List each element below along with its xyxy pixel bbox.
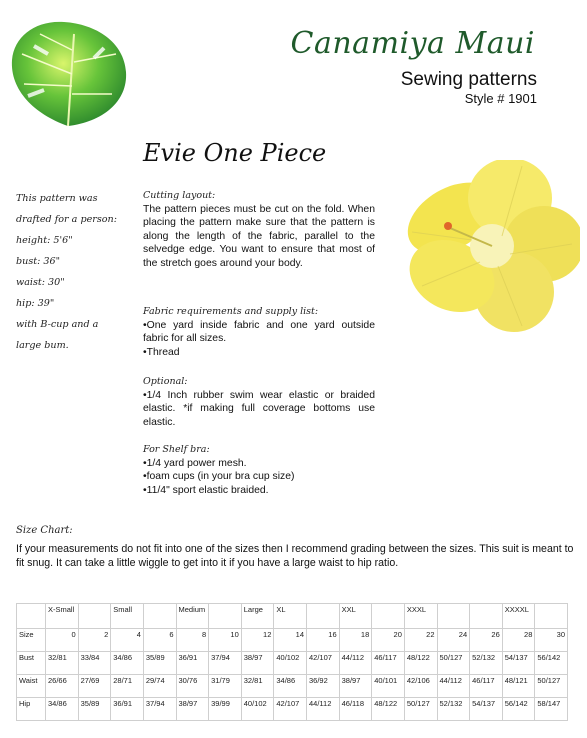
size-group-label: XXL xyxy=(339,604,372,629)
table-cell: 38/97 xyxy=(339,675,372,698)
row-label: Bust xyxy=(17,652,46,675)
note-line: bust: 36" xyxy=(16,256,61,267)
optional-section xyxy=(143,375,375,429)
table-cell: 54/137 xyxy=(502,652,535,675)
size-group-label: XL xyxy=(274,604,307,629)
size-group-label xyxy=(437,604,470,629)
table-cell: 36/92 xyxy=(307,675,340,698)
hibiscus-flower-illustration xyxy=(400,160,580,345)
style-number: Style # 1901 xyxy=(464,91,537,106)
table-cell: 58/147 xyxy=(535,698,568,721)
table-cell: 10 xyxy=(209,629,242,652)
size-chart-header-row xyxy=(17,604,568,629)
table-cell: 34/86 xyxy=(46,698,79,721)
table-cell: 42/107 xyxy=(307,652,340,675)
note-line: This pattern was xyxy=(16,193,98,204)
size-group-label xyxy=(143,604,176,629)
size-group-label xyxy=(372,604,405,629)
table-row xyxy=(17,698,568,721)
table-cell: 6 xyxy=(143,629,176,652)
size-group-label xyxy=(209,604,242,629)
table-cell: 38/97 xyxy=(176,698,209,721)
table-cell: 44/112 xyxy=(437,675,470,698)
row-label: Size xyxy=(17,629,46,652)
size-group-label xyxy=(470,604,503,629)
cutting-layout-heading: Cutting layout: xyxy=(143,190,216,201)
table-cell: 40/102 xyxy=(241,698,274,721)
note-line: large bum. xyxy=(16,340,69,351)
table-cell: 52/132 xyxy=(470,652,503,675)
table-cell: 56/142 xyxy=(535,652,568,675)
table-cell: 26/66 xyxy=(46,675,79,698)
table-cell: 48/122 xyxy=(372,698,405,721)
table-cell: 30/76 xyxy=(176,675,209,698)
table-cell: 56/142 xyxy=(502,698,535,721)
size-group-label: Medium xyxy=(176,604,209,629)
table-cell: 42/107 xyxy=(274,698,307,721)
table-cell: 40/102 xyxy=(274,652,307,675)
fabric-section xyxy=(143,305,375,359)
table-cell: 48/122 xyxy=(404,652,437,675)
table-cell: 2 xyxy=(78,629,111,652)
fabric-heading: Fabric requirements and supply list: xyxy=(143,306,319,317)
table-cell: 36/91 xyxy=(176,652,209,675)
table-cell: 32/81 xyxy=(46,652,79,675)
table-cell: 34/86 xyxy=(111,652,144,675)
optional-item: •1/4 Inch rubber swim wear elastic or braided elastic. *if making full coverage bottoms use elastic. xyxy=(143,389,375,428)
fabric-item: •One yard inside fabric and one yard outside fabric for all sizes. xyxy=(143,319,375,345)
row-label: Hip xyxy=(17,698,46,721)
table-cell: 4 xyxy=(111,629,144,652)
table-cell: 14 xyxy=(274,629,307,652)
note-line: hip: 39" xyxy=(16,298,55,309)
size-group-label: Small xyxy=(111,604,144,629)
table-cell: 44/112 xyxy=(339,652,372,675)
model-measurements-note xyxy=(16,188,126,356)
brand-name: Canamiya Maui xyxy=(290,26,535,61)
table-cell: 35/89 xyxy=(78,698,111,721)
table-cell: 48/121 xyxy=(502,675,535,698)
table-cell: 16 xyxy=(307,629,340,652)
table-cell: 54/137 xyxy=(470,698,503,721)
cutting-layout-text: The pattern pieces must be cut on the fold. When placing the pattern make sure that the pattern is along the length of the fabric, parallel to the selvedge edge. You want to ensure that most of the stretch goes around your body. xyxy=(143,203,375,269)
table-cell: 35/89 xyxy=(143,652,176,675)
size-group-label: XXXL xyxy=(404,604,437,629)
table-cell: 33/84 xyxy=(78,652,111,675)
table-cell: 36/91 xyxy=(111,698,144,721)
table-cell: 18 xyxy=(339,629,372,652)
size-chart-table xyxy=(16,603,568,721)
table-cell: 39/99 xyxy=(209,698,242,721)
table-row xyxy=(17,675,568,698)
shelf-bra-item: •foam cups (in your bra cup size) xyxy=(143,471,295,483)
size-group-label: Large xyxy=(241,604,274,629)
table-cell: 46/117 xyxy=(470,675,503,698)
shelf-bra-item: •11/4" sport elastic braided. xyxy=(143,484,269,496)
table-cell: 37/94 xyxy=(143,698,176,721)
row-label: Waist xyxy=(17,675,46,698)
table-cell: 50/127 xyxy=(404,698,437,721)
cutting-layout-section xyxy=(143,189,375,271)
table-cell: 46/118 xyxy=(339,698,372,721)
table-cell: 50/127 xyxy=(437,652,470,675)
brand-subtitle: Sewing patterns xyxy=(400,69,537,90)
table-cell: 31/79 xyxy=(209,675,242,698)
size-group-label xyxy=(78,604,111,629)
table-cell: 0 xyxy=(46,629,79,652)
size-chart-heading: Size Chart: xyxy=(16,525,73,536)
optional-heading: Optional: xyxy=(143,376,188,387)
table-cell: 52/132 xyxy=(437,698,470,721)
table-cell: 37/94 xyxy=(209,652,242,675)
table-cell: 32/81 xyxy=(241,675,274,698)
size-group-label: XXXXL xyxy=(502,604,535,629)
table-cell: 28 xyxy=(502,629,535,652)
table-cell: 38/97 xyxy=(241,652,274,675)
table-cell: 20 xyxy=(372,629,405,652)
table-cell: 40/101 xyxy=(372,675,405,698)
shelf-bra-section xyxy=(143,443,375,497)
table-cell: 34/86 xyxy=(274,675,307,698)
monstera-leaf-illustration xyxy=(4,14,132,137)
note-line: drafted for a person: xyxy=(16,214,117,225)
size-chart-text: If your measurements do not fit into one of the sizes then I recommend grading between the sizes. This suit is meant to fit snug. It can take a little wiggle to get into it if you have a large waist to hip ratio. xyxy=(16,543,574,569)
table-cell: 44/112 xyxy=(307,698,340,721)
shelf-bra-heading: For Shelf bra: xyxy=(143,444,210,455)
note-line: height: 5'6" xyxy=(16,235,73,246)
table-cell: 22 xyxy=(404,629,437,652)
table-cell: 46/117 xyxy=(372,652,405,675)
table-cell: 27/69 xyxy=(78,675,111,698)
fabric-item: •Thread xyxy=(143,346,180,358)
table-cell: 12 xyxy=(241,629,274,652)
table-cell: 50/127 xyxy=(535,675,568,698)
table-row xyxy=(17,652,568,675)
table-cell: 8 xyxy=(176,629,209,652)
size-group-label xyxy=(307,604,340,629)
size-group-label xyxy=(17,604,46,629)
table-cell: 29/74 xyxy=(143,675,176,698)
note-line: with B-cup and a xyxy=(16,319,99,330)
note-line: waist: 30" xyxy=(16,277,65,288)
table-row xyxy=(17,629,568,652)
size-group-label: X-Small xyxy=(46,604,79,629)
table-cell: 30 xyxy=(535,629,568,652)
pattern-title: Evie One Piece xyxy=(143,139,327,167)
shelf-bra-item: •1/4 yard power mesh. xyxy=(143,457,247,469)
table-cell: 26 xyxy=(470,629,503,652)
table-cell: 24 xyxy=(437,629,470,652)
size-group-label xyxy=(535,604,568,629)
table-cell: 28/71 xyxy=(111,675,144,698)
table-cell: 42/106 xyxy=(404,675,437,698)
